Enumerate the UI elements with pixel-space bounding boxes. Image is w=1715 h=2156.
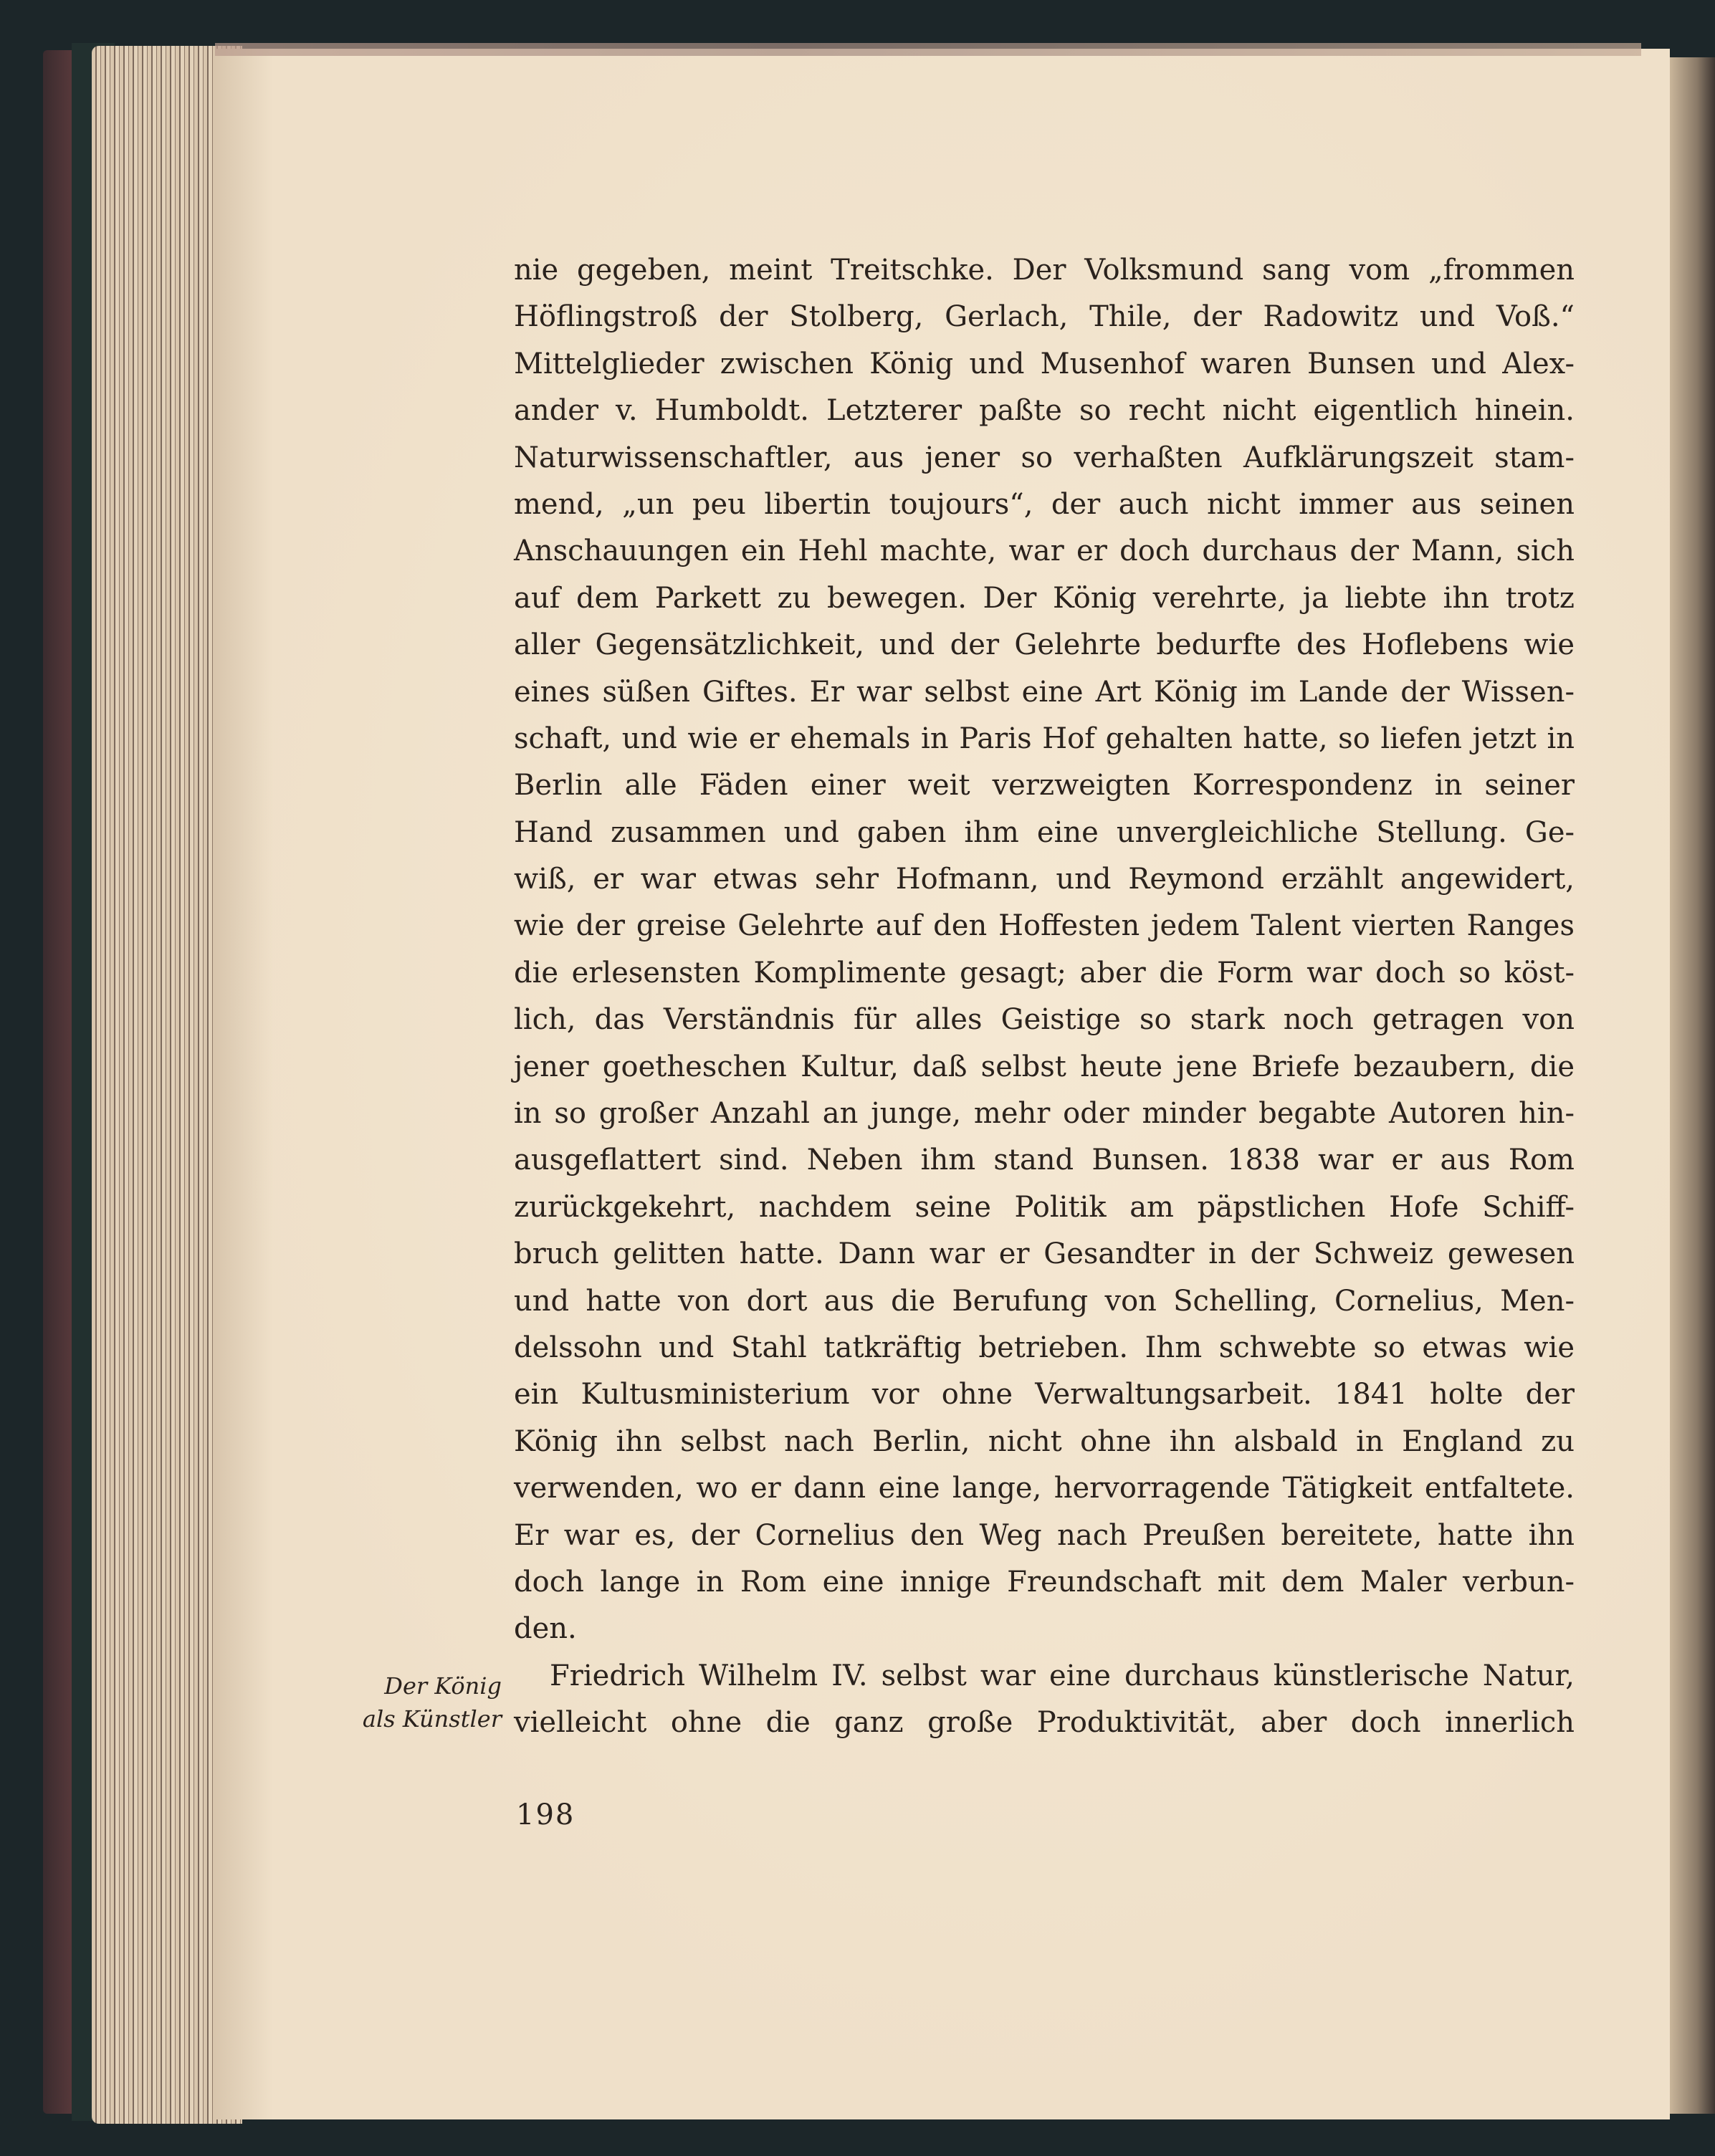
text-line: den. xyxy=(514,1612,577,1646)
text-line: wie der greise Gelehrte auf den Hoffesten jedem Talent vierten Ranges xyxy=(514,909,1575,943)
text-line: eines süßen Giftes. Er war selbst eine Art König im Lande der Wissen- xyxy=(514,675,1575,709)
text-line: Mittelglieder zwischen König und Musenhof waren Bunsen und Alex- xyxy=(514,347,1575,380)
text-line: ausgeflattert sind. Neben ihm stand Bunsen. 1838 war er aus Rom xyxy=(514,1144,1575,1177)
text-line: in so großer Anzahl an junge, mehr oder minder begabte Autoren hin- xyxy=(514,1097,1575,1131)
text-line: aller Gegensätzlichkeit, und der Gelehrte bedurfte des Hoflebens wie xyxy=(514,628,1575,662)
text-line: auf dem Parkett zu bewegen. Der König verehrte, ja liebte ihn trotz xyxy=(514,581,1575,615)
text-line: mend, „un peu libertin toujours“, der auch nicht immer aus seinen xyxy=(514,487,1575,521)
body-text xyxy=(514,247,1575,1747)
text-line: die erlesensten Komplimente gesagt; aber die Form war doch so köst- xyxy=(514,956,1575,990)
text-line: wiß, er war etwas sehr Hofmann, und Reymond erzählt angewidert, xyxy=(514,863,1575,896)
text-line: verwenden, wo er dann eine lange, hervorragende Tätigkeit entfaltete. xyxy=(514,1472,1575,1505)
text-line: vielleicht ohne die ganz große Produktivität, aber doch innerlich xyxy=(514,1706,1575,1740)
text-line: Anschauungen ein Hehl machte, war er doch durchaus der Mann, sich xyxy=(514,535,1575,568)
text-line: bruch gelitten hatte. Dann war er Gesandter in der Schweiz gewesen xyxy=(514,1237,1575,1271)
text-line: und hatte von dort aus die Berufung von Schelling, Cornelius, Men- xyxy=(514,1284,1575,1318)
page-number: 198 xyxy=(516,1798,575,1831)
text-line: Naturwissenschaftler, aus jener so verhaßten Aufklärungszeit stam- xyxy=(514,441,1575,474)
text-line: Er war es, der Cornelius den Weg nach Preußen bereitete, hatte ihn xyxy=(514,1518,1575,1552)
text-line: delssohn und Stahl tatkräftig betrieben. Ihm schwebte so etwas wie xyxy=(514,1331,1575,1364)
margin-note-line: Der König xyxy=(384,1672,502,1700)
margin-note xyxy=(330,1669,502,1735)
text-line: lich, das Verständnis für alles Geistige so stark noch getragen von xyxy=(514,1003,1575,1037)
text-line: schaft, und wie er ehemals in Paris Hof gehalten hatte, so liefen jetzt in xyxy=(514,722,1575,755)
text-line: Friedrich Wilhelm IV. selbst war eine durchaus künstlerische Natur, xyxy=(550,1659,1575,1692)
margin-note-line: als Künstler xyxy=(362,1705,502,1733)
text-line: Hand zusammen und gaben ihm eine unvergleichliche Stellung. Ge- xyxy=(514,815,1575,849)
text-line: nie gegeben, meint Treitschke. Der Volksmund sang vom „frommen xyxy=(514,254,1575,287)
text-line: ein Kultusministerium vor ohne Verwaltungsarbeit. 1841 holte der xyxy=(514,1378,1575,1412)
text-line: König ihn selbst nach Berlin, nicht ohne ihn alsbald in England zu xyxy=(514,1424,1575,1458)
text-line: zurückgekehrt, nachdem seine Politik am päpstlichen Hofe Schiff- xyxy=(514,1190,1575,1224)
text-line: doch lange in Rom eine innige Freundschaft mit dem Maler verbun- xyxy=(514,1565,1575,1599)
text-line: Berlin alle Fäden einer weit verzweigten Korrespondenz in seiner xyxy=(514,769,1575,802)
text-line: ander v. Humboldt. Letzterer paßte so recht nicht eigentlich hinein. xyxy=(514,394,1575,428)
text-line: Höflingstroß der Stolberg, Gerlach, Thile, der Radowitz und Voß.“ xyxy=(514,300,1575,334)
page-top-edge xyxy=(215,43,1641,56)
text-line: jener goetheschen Kultur, daß selbst heute jene Briefe bezaubern, die xyxy=(514,1050,1575,1083)
page-right-edge xyxy=(1670,57,1715,2114)
